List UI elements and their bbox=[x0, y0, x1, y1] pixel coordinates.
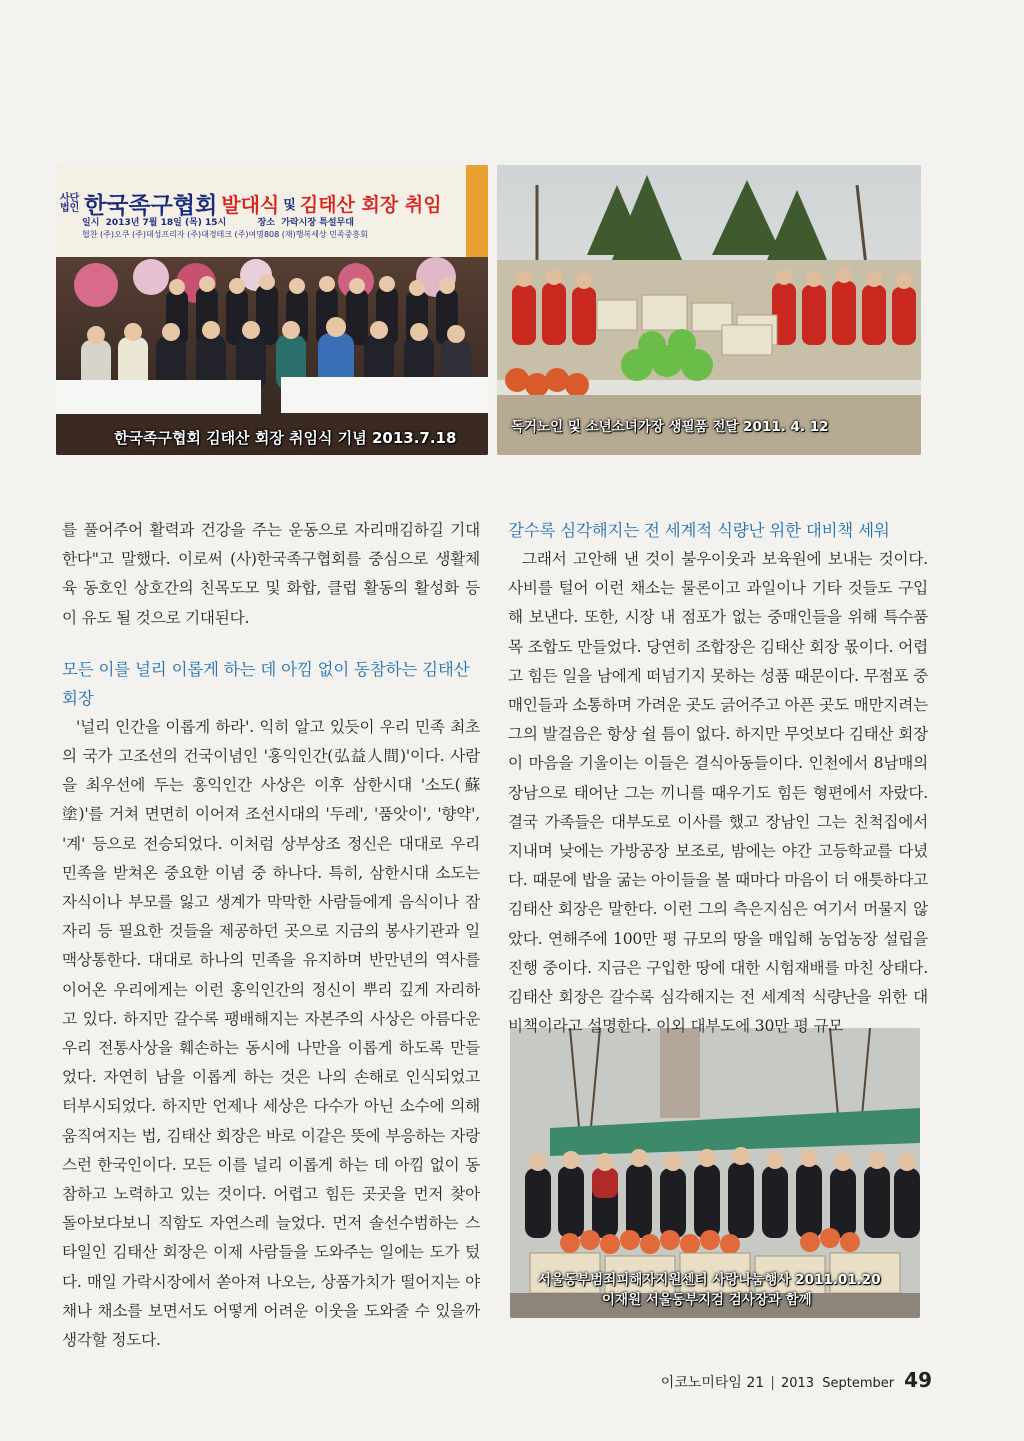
left-section-heading: 모든 이를 널리 이롭게 하는 데 아낌 없이 동참하는 김태산 회장 bbox=[62, 659, 470, 708]
banner-sponsors: 협찬 (주)오쿠 (주)대성프리자 (주)대경테크 (주)여명808 (재)행복세상 민족중흥회 bbox=[82, 230, 368, 239]
left-column bbox=[62, 516, 480, 1355]
page-footer bbox=[661, 1368, 932, 1392]
right-section-heading: 갈수록 심각해지는 전 세계적 식량난 위한 대비책 세워 bbox=[508, 521, 890, 540]
footer-page-number: 49 bbox=[904, 1368, 932, 1392]
photo2-scene bbox=[497, 165, 921, 455]
banner-date-place: 일시 2013년 7월 18일 (목) 15시 장소 가락시장 특설무대 bbox=[82, 218, 354, 228]
footer-separator: | bbox=[770, 1375, 775, 1391]
banner-inauguration: 김태산 회장 취임 bbox=[299, 194, 442, 216]
photo2-caption: 독거노인 및 소년소녀가장 생필품 전달 2011. 4. 12 bbox=[511, 419, 829, 435]
footer-magazine-name: 이코노미타임 21 bbox=[660, 1375, 765, 1391]
left-paragraph-1: 를 풀어주어 활력과 건강을 주는 운동으로 자리매김하길 기대한다"고 말했다. 이로써 (사)한국족구협회를 중심으로 생활체육 동호인 상호간의 친목도모 및 화합, 클럽 활동의 활성화 등이 유도 될 것으로 기대된다. bbox=[62, 521, 480, 627]
photo3-caption-line1: 서울동부범죄피해자지원센터 사랑나눔행사 2011.01.20 bbox=[538, 1272, 881, 1288]
photo1-caption: 한국족구협회 김태산 회장 취임식 기념 2013.7.18 bbox=[114, 429, 457, 447]
right-column bbox=[508, 516, 928, 1041]
banner-prefix: 사단 법인 bbox=[60, 192, 80, 214]
banner-org-name: 한국족구협회 bbox=[84, 193, 218, 219]
banner-ceremony: 발대식 bbox=[221, 193, 280, 217]
right-paragraph-1: 그래서 고안해 낸 것이 불우이웃과 보육원에 보내는 것이다. 사비를 털어 이런 채소는 물론이고 과일이나 기타 것들도 구입해 보낸다. 또한, 시장 내 점포가 없는 중매인들을 위해 특수품목 조합도 만들었다. 당연히 조합장은 김태산 회장 몫이다. 어렵고 힘든 일을 남에게 떠넘기지 못하는 성품 때문이다. 무점포 중매인들과 소통하며 가려운 곳도 긁어주고 아픈 곳도 매만지려는 그의 발걸음은 항상 쉴 틈이 없다. 하지만 무엇보다 김태산 회장이 마음을 기울이는 이들은 결식아동들이다. 인천에서 8남매의 장남으로 태어난 그는 끼니를 때우기도 힘든 형편에서 자랐다. 결국 가족들은 대부도로 이사를 했고 장남인 그는 친척집에서 지내며 낮에는 가방공장 보조로, 밤에는 야간 고등학교를 다녔다. 때문에 밥을 굶는 아이들을 볼 때마다 마음이 더 애틋하다고 김태산 회장은 말한다. 이런 그의 측은지심은 여기서 머물지 않았다. 연해주에 100만 평 규모의 땅을 매입해 농업농장 설립을 진행 중이다. 지금은 구입한 땅에 대한 시험재배를 마친 상태다. 김태산 회장은 갈수록 심각해지는 전 세계적 식량난을 위한 대비책이라고 설명한다. 이외 대부도에 30만 평 규모 bbox=[508, 550, 928, 1036]
photo-sharing-event bbox=[510, 1028, 920, 1318]
banner-and: 및 bbox=[283, 198, 296, 213]
photo-inauguration-ceremony bbox=[56, 165, 488, 455]
left-paragraph-2: '널리 인간을 이롭게 하라'. 익히 알고 있듯이 우리 민족 최초의 국가 고조선의 건국이념인 '홍익인간(弘益人間)'이다. 사람을 최우선에 두는 홍익인간 사상은 이후 삼한시대 '소도(蘇塗)'를 거쳐 면면히 이어져 조선시대의 '두레', '품앗이', '향약', '계' 등으로 전승되었다. 이처럼 상부상조 정신은 대대로 우리 민족을 받쳐온 중요한 이념 중 하나다. 특히, 삼한시대 소도는 자식이나 부모를 잃고 생계가 막막한 사람들에게 음식이나 잠자리 등 필요한 것들을 제공하던 곳으로 지금의 봉사기관과 일맥상통한다. 대대로 하나의 민족을 유지하며 반만년의 역사를 이어온 우리에게는 이런 홍익인간의 정신이 뿌리 깊게 자리하고 있다. 하지만 갈수록 팽배해지는 자본주의 사상은 아름다운 우리 전통사상을 훼손하는 동시에 나만을 이롭게 하도록 만들었다. 자연히 남을 이롭게 하는 것은 나의 손해로 인식되었고 터부시되었다. 하지만 언제나 세상은 다수가 아닌 소수에 의해 움직여지는 법, 김태산 회장은 바로 이같은 뜻에 부응하는 자랑스런 한국인이다. 모든 이를 널리 이롭게 하는 데 아낌 없이 동참하고 노력하고 있는 것이다. 어렵고 힘든 곳곳을 먼저 찾아 돌아보다보니 직함도 자연스레 늘었다. 먼저 솔선수범하는 스타일인 김태산 회장은 이제 사람들을 도와주는 일에는 도가 텄다. 매일 가락시장에서 쏟아져 나오는, 상품가치가 떨어지는 야채나 채소를 보면서도 어떻게 어려운 이웃을 도와줄 수 있을까 생각할 정도다. bbox=[62, 717, 480, 1350]
photo-supplies-delivery bbox=[497, 165, 921, 455]
photo3-caption-line2: 이재원 서울동부지검 검사장과 함께 bbox=[602, 1292, 812, 1308]
footer-issue-date: 2013 September bbox=[780, 1376, 895, 1391]
